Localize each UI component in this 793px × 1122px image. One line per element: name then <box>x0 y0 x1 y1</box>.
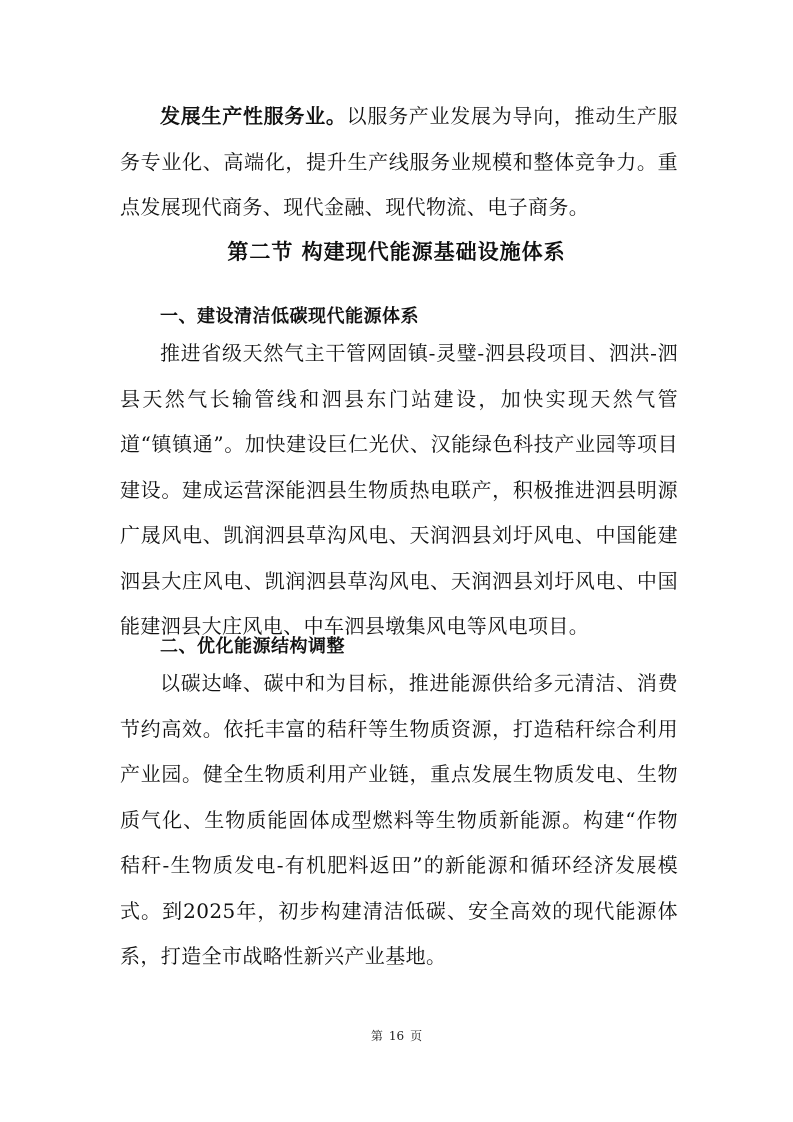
page-number: 16 <box>388 1029 405 1043</box>
subheading-clean-energy: 一、建设清洁低碳现代能源体系 <box>160 306 419 327</box>
paragraph-energy-structure: 以碳达峰、碳中和为目标，推进能源供给多元清洁、消费节约高效。依托丰富的秸秆等生物质资源，打造秸秆综合利用产业园。健全生物质利用产业链，重点发展生物质发电、生物质气化、生物质能固体成型燃料等生物质新能源。构建“作物秸秆-生物质发电-有机肥料返田”的新能源和循环经济发展模式。到2025年，初步构建清洁低碳、安全高效的现代能源体系，打造全市战略性新兴产业基地。 <box>120 671 678 968</box>
paragraph-body: 以服务产业发展为导向，推动生产服务专业化、高端化，提升生产线服务业规模和整体竞争力。重点发展现代商务、现代金融、现代物流、电子商务。 <box>120 104 678 219</box>
subheading-energy-structure: 二、优化能源结构调整 <box>160 636 345 657</box>
paragraph-clean-energy: 推进省级天然气主干管网固镇-灵璧-泗县段项目、泗洪-泗县天然气长输管线和泗县东门站建设，加快实现天然气管道“镇镇通”。加快建设巨仁光伏、汉能绿色科技产业园等项目建设。建成运营深能泗县生物质热电联产，积极推进泗县明源广晟风电、凯润泗县草沟风电、天润泗县刘圩风电、中国能建泗县大庄风电、凯润泗县草沟风电、天润泗县刘圩风电、中国能建泗县大庄风电、中车泗县墩集风电等风电项目。 <box>120 341 678 638</box>
paragraph-productive-services <box>120 94 678 231</box>
page-footer <box>0 1027 793 1044</box>
section-title: 第二节 构建现代能源基础设施体系 <box>227 240 566 264</box>
page-footer-suffix: 页 <box>410 1029 423 1043</box>
page-footer-prefix: 第 <box>370 1029 383 1043</box>
paragraph-lead-bold: 发展生产性服务业。 <box>160 104 347 128</box>
